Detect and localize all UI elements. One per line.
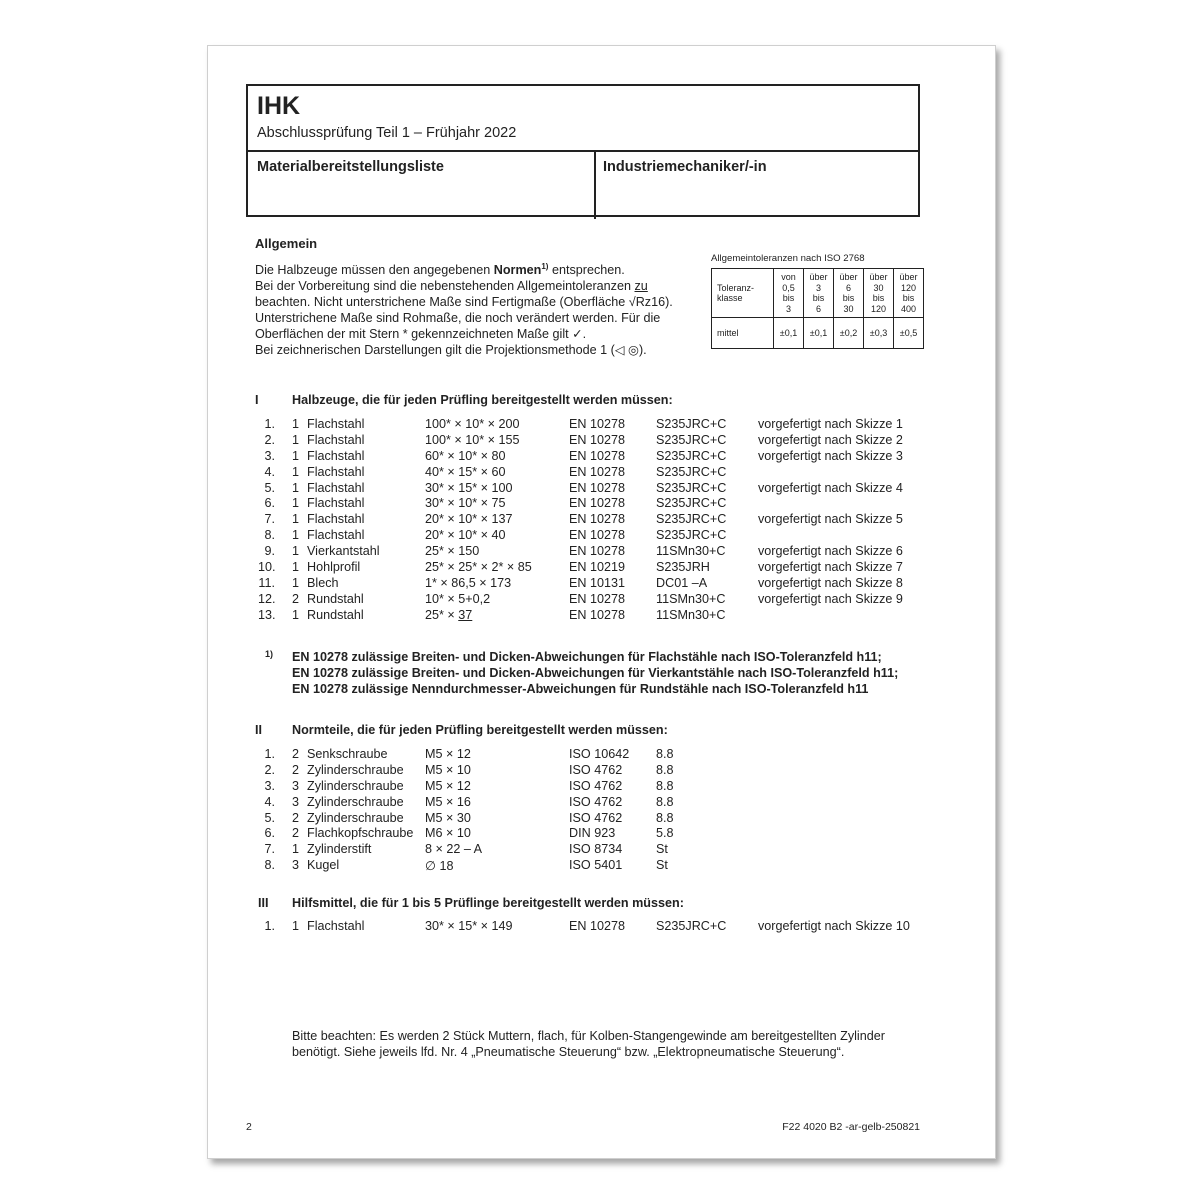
item-note: vorgefertigt nach Skizze 1 bbox=[758, 417, 903, 431]
item-no: 4. bbox=[264, 794, 275, 809]
tolerance-range: über 120 bis 400 bbox=[894, 269, 924, 318]
item-name: Flachstahl bbox=[307, 480, 365, 495]
item-no: 1. bbox=[264, 919, 275, 933]
item-qty: 2 bbox=[292, 747, 300, 761]
item-norm: EN 10278 bbox=[569, 512, 626, 527]
tolerance-value: ±0,1 bbox=[774, 318, 804, 349]
item-no: 2. bbox=[264, 762, 275, 777]
item-no: 13. bbox=[258, 607, 276, 622]
item-name: Flachstahl bbox=[307, 448, 365, 463]
item-dim: 100* × 10* × 200 bbox=[425, 417, 520, 431]
item-name: Flachstahl bbox=[307, 432, 365, 447]
item-name: Zylinderstift bbox=[307, 842, 372, 857]
item-norm: EN 10278 bbox=[569, 591, 626, 606]
item-norm: ISO 4762 bbox=[569, 778, 623, 793]
item-dim: 10* × 5+0,2 bbox=[425, 591, 491, 606]
item-qty: 2 bbox=[292, 810, 300, 825]
item-mat: 8.8 bbox=[656, 810, 674, 825]
item-name: Blech bbox=[307, 575, 339, 590]
header-box bbox=[246, 84, 920, 217]
item-mat: 8.8 bbox=[656, 747, 674, 761]
general-line-3: beachten. Nicht unterstrichene Maße sind Fertigmaße (Oberfläche √Rz16). bbox=[255, 295, 673, 309]
item-note: vorgefertigt nach Skizze 9 bbox=[758, 591, 903, 606]
item-mat: S235JRH bbox=[656, 560, 710, 575]
item-no: 5. bbox=[264, 480, 275, 495]
exam-subtitle: Abschlussprüfung Teil 1 – Frühjahr 2022 bbox=[257, 125, 517, 141]
item-no: 7. bbox=[264, 842, 275, 857]
footnote-line-1: EN 10278 zulässige Breiten- und Dicken-Abweichungen für Flachstähle nach ISO-Toleranzfeld h11; bbox=[292, 650, 882, 664]
item-no: 11. bbox=[258, 575, 275, 590]
general-line-6: Bei zeichnerischen Darstellungen gilt die Projektionsmethode 1 (◁ ◎). bbox=[255, 342, 647, 357]
document-code: F22 4020 B2 -ar-gelb-250821 bbox=[782, 1121, 920, 1133]
item-mat: S235JRC+C bbox=[656, 432, 727, 447]
item-dim: 8 × 22 – A bbox=[425, 842, 483, 857]
item-dim: 25* × 25* × 2* × 85 bbox=[425, 560, 532, 575]
item-dim: 20* × 10* × 40 bbox=[425, 528, 506, 543]
item-mat: S235JRC+C bbox=[656, 496, 727, 511]
item-norm: EN 10278 bbox=[569, 919, 626, 933]
item-qty: 1 bbox=[292, 417, 300, 431]
item-qty: 1 bbox=[292, 464, 300, 479]
item-note: vorgefertigt nach Skizze 5 bbox=[758, 512, 903, 527]
item-mat: S235JRC+C bbox=[656, 919, 727, 933]
item-name: Flachstahl bbox=[307, 464, 365, 479]
item-dim: M5 × 12 bbox=[425, 778, 471, 793]
item-qty: 2 bbox=[292, 826, 300, 841]
general-line-5: Oberflächen der mit Stern * gekennzeichneten Maße gilt ✓. bbox=[255, 326, 587, 341]
item-qty: 1 bbox=[292, 512, 300, 527]
general-line-4: Unterstrichene Maße sind Rohmaße, die noch verändert werden. Für die bbox=[255, 310, 661, 325]
item-norm: ISO 4762 bbox=[569, 810, 623, 825]
item-name: Flachstahl bbox=[307, 528, 365, 543]
item-no: 2. bbox=[264, 432, 275, 447]
item-norm: EN 10278 bbox=[569, 464, 626, 479]
item-norm: DIN 923 bbox=[569, 826, 616, 841]
item-dim: 30* × 15* × 100 bbox=[425, 480, 513, 495]
item-dim: 20* × 10* × 137 bbox=[425, 512, 513, 527]
org-title: IHK bbox=[257, 92, 301, 120]
tolerance-range: über 6 bis 30 bbox=[834, 269, 864, 318]
item-mat: 11SMn30+C bbox=[656, 544, 726, 559]
item-no: 6. bbox=[264, 496, 275, 511]
tolerance-caption: Allgemeintoleranzen nach ISO 2768 bbox=[711, 253, 865, 264]
document-title: Materialbereitstellungsliste bbox=[257, 159, 444, 175]
item-mat: S235JRC+C bbox=[656, 417, 727, 431]
item-mat: DC01 –A bbox=[656, 575, 708, 590]
item-name: Rundstahl bbox=[307, 591, 364, 606]
document-page: IHK Abschlussprüfung Teil 1 – Frühjahr 2022 Materialbereitstellungsliste Industriemechaniker/-in Allgemein Die Halbzeuge müssen den angegebenen Normen$^{1)}$ entsprechen. Bei der Vorbereitung sind die nebenstehenden Allgemeintoleranzen zu beachten. Nicht unterstrichene Maße sind Fertigmaße (Oberfläche √Rz16). Unterstrichene Maße sind Rohmaße, die noch verändert werden. Für die Oberflächen der mit Stern * gekennzeichneten Maße gilt ✓. Bei zeichnerischen Darstellungen gilt die Projektionsmethode 1 (◁ ◎). Allgemeintoleranzen nach ISO 2768 Toleranz- klasse von 0,5 bis 3 über 3 bis 6 über 6 bis 30 über 30 bis 120 über 120 bis 400 mittel ±0,1 ±0,1 ±0,2 ±0,3 ±0,5 I Halbzeuge, die für jeden Prüfling bereitgestellt werden müssen: 1. 1 Flachstahl 100* × 10* × 200 EN 10278 S235JRC+C vorgefertigt nach Skizze 1 2. 1 Flachstahl 100* × 10* × 155 EN 10278 S235JRC+C vorgefertigt nach Skizze 2 3. 1 Flachstahl 60* × 10* × 80 EN 10278 S235JRC+C vorgefertigt nach Skizze 3 4. 1 Flachstahl 40* × 15* × 60 EN 10278 S235JRC+C 5. 1 Flachstahl 30* × 15* × 100 EN 10278 S235JRC+C vorgefertigt nach Skizze 4 6. 1 Flachstahl 30* × 10* × 75 EN 10278 S235JRC+C 7. 1 Flachstahl 20* × 10* × 137 EN 10278 S235JRC+C vorgefertigt nach Skizze 5 8. 1 Flachstahl 20* × 10* × 40 EN 10278 S235JRC+C 9. 1 Vierkantstahl 25* × 150 EN 10278 11SMn30+C vorgefertigt nach Skizze 6 10. 1 Hohlprofil 25* × 25* × 2* × 85 EN 10219 S235JRH vorgefertigt nach Skizze 7 11. 1 Blech 1* × 86,5 × 173 EN 10131 DC01 –A vorgefertigt nach Skizze 8 12. 2 Rundstahl 10* × 5+0,2 EN 10278 11SMn30+C vorgefertigt nach Skizze 9 13. 1 Rundstahl 25* × 37 EN 10278 11SMn30+C 1) EN 10278 zulässige Breiten- und Dicken-Abweichungen für Flachstähle nach ISO-Toleranzfeld h11; EN 10278 zulässige Breiten- und Dicken-Abweichungen für Vierkantstähle nach ISO-Toleranzfeld h11; EN 10278 zulässige Nenndurchmesser-Abweichungen für Rundstähle nach ISO-Toleranzfeld h11 II Normteile, die für jeden Prüfling bereitgestellt werden müssen: 1. 2 Senkschraube M5 × 12 ISO 10642 8.8 2. 2 Zylinderschraube M5 × 10 ISO 4762 8.8 3. 3 Zylinderschraube M5 × 12 ISO 4762 8.8 4. 3 Zylinderschraube M5 × 16 ISO 4762 8.8 5. 2 Zylinderschraube M5 × 30 ISO 4762 8.8 6. 2 Flachkopfschraube M6 × 10 DIN 923 5.8 7. 1 Zylinderstift 8 × 22 – A ISO 8734 St 8. 3 Kugel ∅ 18 ISO 5401 St III Hilfsmittel, die für 1 bis 5 Prüflinge bereitgestellt werden müssen: 1. 1 Flachstahl 30* × 15* × 149 EN 10278 S235JRC+C vorgefertigt nach Skizze 10 Bitte beachten: Es werden 2 Stück Muttern, flach, für Kolben-Stangengewinde am bereitgestellten Zylinder benötigt. Siehe jeweils lfd. Nr. 4 „Pneumatische Steuerung“ bzw. „Elektropneumatische Steuerung“. 2 F22 4020 B2 -ar-gelb-250821 bbox=[207, 45, 996, 1159]
item-name: Flachstahl bbox=[307, 496, 365, 511]
header-divider bbox=[248, 150, 918, 152]
item-norm: EN 10278 bbox=[569, 607, 626, 622]
item-dim: 60* × 10* × 80 bbox=[425, 448, 506, 463]
item-dim: 30* × 10* × 75 bbox=[425, 496, 506, 511]
item-dim: M5 × 10 bbox=[425, 762, 471, 777]
item-name: Zylinderschraube bbox=[307, 794, 404, 809]
item-no: 5. bbox=[264, 810, 275, 825]
item-mat: 8.8 bbox=[656, 778, 674, 793]
item-qty: 1 bbox=[292, 544, 300, 559]
item-qty: 1 bbox=[292, 919, 300, 933]
item-dim: 25* × 150 bbox=[425, 544, 480, 559]
item-qty: 2 bbox=[292, 762, 300, 777]
item-dim: 40* × 15* × 60 bbox=[425, 464, 506, 479]
item-mat: St bbox=[656, 842, 668, 857]
item-name: Hohlprofil bbox=[307, 560, 361, 575]
item-mat: 8.8 bbox=[656, 794, 674, 809]
item-name: Flachstahl bbox=[307, 919, 365, 933]
item-qty: 1 bbox=[292, 575, 300, 590]
item-dim: M6 × 10 bbox=[425, 826, 471, 841]
item-no: 12. bbox=[258, 591, 276, 606]
item-dim: M5 × 30 bbox=[425, 810, 471, 825]
general-text bbox=[255, 259, 695, 359]
item-dim: M5 × 16 bbox=[425, 794, 471, 809]
item-norm: EN 10278 bbox=[569, 448, 626, 463]
item-name: Flachkopfschraube bbox=[307, 826, 414, 841]
tolerance-range: über 3 bis 6 bbox=[804, 269, 834, 318]
item-qty: 1 bbox=[292, 528, 300, 543]
tolerance-value: ±0,1 bbox=[804, 318, 834, 349]
item-qty: 3 bbox=[292, 794, 300, 809]
item-no: 6. bbox=[264, 826, 275, 841]
tolerance-table bbox=[711, 268, 924, 349]
item-note: vorgefertigt nach Skizze 7 bbox=[758, 560, 903, 575]
item-norm: EN 10131 bbox=[569, 575, 626, 590]
item-no: 1. bbox=[264, 747, 275, 761]
general-heading: Allgemein bbox=[255, 236, 318, 251]
item-note: vorgefertigt nach Skizze 10 bbox=[758, 919, 910, 933]
item-dim: 25* × 37 bbox=[425, 607, 473, 622]
page-number: 2 bbox=[246, 1121, 252, 1133]
item-name: Senkschraube bbox=[307, 747, 388, 761]
item-qty: 1 bbox=[292, 560, 300, 575]
item-norm: EN 10278 bbox=[569, 528, 626, 543]
item-qty: 1 bbox=[292, 480, 300, 495]
item-mat: St bbox=[656, 858, 668, 873]
general-line-2: Bei der Vorbereitung sind die nebenstehenden Allgemeintoleranzen zu bbox=[255, 279, 648, 294]
item-qty: 3 bbox=[292, 778, 300, 793]
item-name: Zylinderschraube bbox=[307, 762, 404, 777]
item-norm: ISO 10642 bbox=[569, 747, 630, 761]
tolerance-value: ±0,5 bbox=[894, 318, 924, 349]
item-mat: S235JRC+C bbox=[656, 480, 727, 495]
item-mat: 8.8 bbox=[656, 762, 674, 777]
item-no: 9. bbox=[264, 544, 275, 559]
tolerance-value: ±0,3 bbox=[864, 318, 894, 349]
item-note: vorgefertigt nach Skizze 8 bbox=[758, 575, 903, 590]
item-name: Vierkantstahl bbox=[307, 544, 380, 559]
note-text: Bitte beachten: Es werden 2 Stück Muttern, flach, für Kolben-Stangengewinde am bereitgestellten Zylinder benötigt. Siehe jeweils lfd. Nr. 4 „Pneumatische Steuerung“ bzw. „Elektropneumatische Steuerung“. bbox=[292, 1029, 885, 1059]
footnote-line-3: EN 10278 zulässige Nenndurchmesser-Abweichungen für Rundstähle nach ISO-Toleranzfeld h11 bbox=[292, 681, 869, 696]
item-norm: EN 10278 bbox=[569, 496, 626, 511]
item-qty: 1 bbox=[292, 448, 300, 463]
item-norm: EN 10278 bbox=[569, 480, 626, 495]
item-dim: 1* × 86,5 × 173 bbox=[425, 575, 512, 590]
item-no: 8. bbox=[264, 858, 275, 873]
item-no: 7. bbox=[264, 512, 275, 527]
item-norm: EN 10278 bbox=[569, 417, 626, 431]
item-mat: S235JRC+C bbox=[656, 448, 727, 463]
item-norm: ISO 5401 bbox=[569, 858, 623, 873]
item-note: vorgefertigt nach Skizze 2 bbox=[758, 432, 903, 447]
item-name: Flachstahl bbox=[307, 512, 365, 527]
item-qty: 2 bbox=[292, 591, 300, 606]
item-dim: M5 × 12 bbox=[425, 747, 471, 761]
general-line-1: Die Halbzeuge müssen den angegebenen Normen$^{1)}$ entsprechen. bbox=[255, 262, 625, 278]
item-norm: ISO 4762 bbox=[569, 794, 623, 809]
item-qty: 3 bbox=[292, 858, 300, 873]
profession-title: Industriemechaniker/-in bbox=[603, 159, 767, 175]
item-dim: 30* × 15* × 149 bbox=[425, 919, 513, 933]
item-name: Zylinderschraube bbox=[307, 810, 404, 825]
item-mat: S235JRC+C bbox=[656, 528, 727, 543]
item-note: vorgefertigt nach Skizze 4 bbox=[758, 480, 903, 495]
tolerance-class: mittel bbox=[712, 318, 774, 349]
item-dim: 100* × 10* × 155 bbox=[425, 432, 520, 447]
item-no: 1. bbox=[264, 417, 275, 431]
item-name: Rundstahl bbox=[307, 607, 364, 622]
item-norm: EN 10278 bbox=[569, 432, 626, 447]
tolerance-row-label: Toleranz- klasse bbox=[712, 269, 774, 318]
item-qty: 1 bbox=[292, 607, 300, 622]
footnote-line-2: EN 10278 zulässige Breiten- und Dicken-Abweichungen für Vierkantstähle nach ISO-Toleranzfeld h11; bbox=[292, 665, 899, 680]
item-note: vorgefertigt nach Skizze 3 bbox=[758, 448, 903, 463]
item-qty: 1 bbox=[292, 496, 300, 511]
tolerance-range: über 30 bis 120 bbox=[864, 269, 894, 318]
item-dim: ∅ 18 bbox=[425, 859, 454, 874]
item-norm: EN 10278 bbox=[569, 544, 626, 559]
item-note: vorgefertigt nach Skizze 6 bbox=[758, 544, 903, 559]
item-no: 4. bbox=[264, 464, 275, 479]
item-norm: ISO 8734 bbox=[569, 842, 623, 857]
item-qty: 1 bbox=[292, 842, 300, 857]
item-name: Flachstahl bbox=[307, 417, 365, 431]
item-mat: S235JRC+C bbox=[656, 512, 727, 527]
item-mat: S235JRC+C bbox=[656, 464, 727, 479]
item-no: 3. bbox=[264, 448, 275, 463]
item-no: 3. bbox=[264, 778, 275, 793]
item-qty: 1 bbox=[292, 432, 300, 447]
item-mat: 5.8 bbox=[656, 826, 674, 841]
tolerance-range: von 0,5 bis 3 bbox=[774, 269, 804, 318]
item-name: Zylinderschraube bbox=[307, 778, 404, 793]
item-name: Kugel bbox=[307, 858, 340, 873]
item-norm: ISO 4762 bbox=[569, 762, 623, 777]
item-mat: 11SMn30+C bbox=[656, 607, 726, 622]
header-column-divider bbox=[594, 150, 596, 219]
item-norm: EN 10219 bbox=[569, 560, 626, 575]
tolerance-value: ±0,2 bbox=[834, 318, 864, 349]
item-mat: 11SMn30+C bbox=[656, 591, 726, 606]
item-no: 10. bbox=[258, 560, 276, 575]
item-no: 8. bbox=[264, 528, 275, 543]
